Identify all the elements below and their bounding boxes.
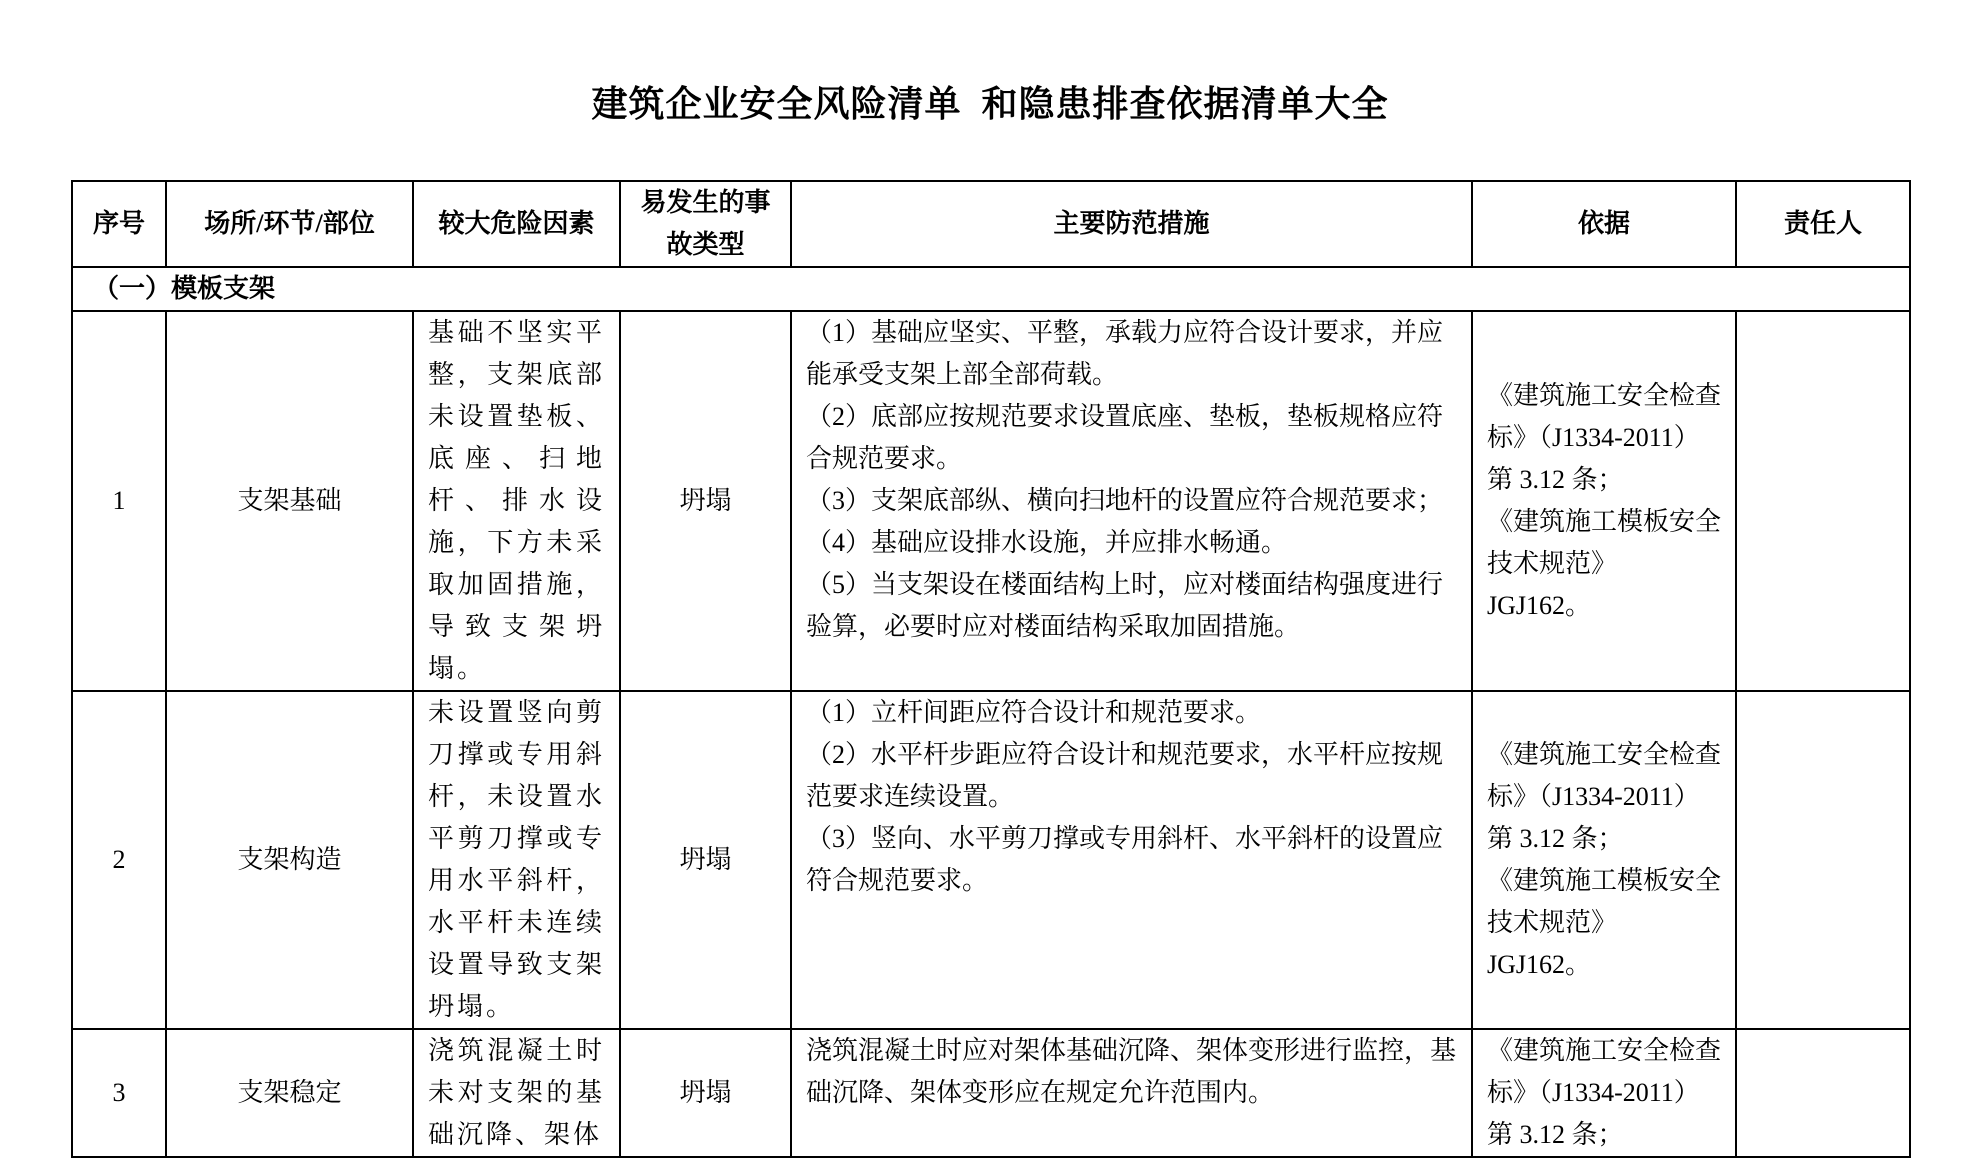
header-measures: 主要防范措施 [791, 181, 1472, 267]
cell-measures [791, 1029, 1472, 1157]
cell-accident-type: 坍塌 [620, 1029, 791, 1157]
measure-item: （3）支架底部纵、横向扫地杆的设置应符合规范要求； [806, 486, 1444, 515]
measure-item: （3）竖向、水平剪刀撑或专用斜杆、水平斜杆的设置应符合规范要求。 [806, 824, 1444, 895]
measure-item: （4）基础应设排水设施，并应排水畅通。 [806, 528, 1288, 557]
cell-accident-type: 坍塌 [620, 691, 791, 1029]
basis-item: 《建筑施工模板安全技术规范》 [1487, 507, 1722, 578]
cell-hazard: 未设置竖向剪刀撑或专用斜杆，未设置水平剪刀撑或专用水平斜杆，水平杆未连续设置导致支架坍塌。 [413, 691, 620, 1029]
basis-item: JGJ162。 [1487, 950, 1592, 979]
cell-responsible[interactable] [1736, 1029, 1910, 1157]
basis-item: 第 3.12 条； [1487, 465, 1624, 494]
basis-item: 第 3.12 条； [1487, 824, 1624, 853]
risk-list-table [71, 180, 1911, 1158]
cell-hazard: 基础不坚实平整，支架底部未设置垫板、底座、扫地杆、排水设施，下方未采取加固措施，导致支架坍塌。 [413, 311, 620, 691]
cell-basis [1472, 1029, 1736, 1157]
basis-item: 《建筑施工安全检查标》（J1334-2011） [1487, 1036, 1722, 1107]
section-row [72, 267, 1910, 311]
cell-accident-type: 坍塌 [620, 311, 791, 691]
document-title: 建筑企业安全风险清单 和隐患排查依据清单大全 [591, 84, 1389, 124]
cell-measures [791, 691, 1472, 1029]
cell-location: 支架稳定 [166, 1029, 413, 1157]
basis-item: 《建筑施工安全检查标》（J1334-2011） [1487, 740, 1722, 811]
cell-no: 1 [72, 311, 166, 691]
measure-item: （2）水平杆步距应符合设计和规范要求，水平杆应按规范要求连续设置。 [806, 740, 1444, 811]
header-responsible: 责任人 [1736, 181, 1910, 267]
table-row [72, 1029, 1910, 1157]
cell-responsible[interactable] [1736, 691, 1910, 1029]
measure-item: （1）基础应坚实、平整，承载力应符合设计要求，并应能承受支架上部全部荷载。 [806, 318, 1444, 389]
table-row [72, 311, 1910, 691]
cell-basis [1472, 691, 1736, 1029]
cell-basis [1472, 311, 1736, 691]
cell-responsible[interactable] [1736, 311, 1910, 691]
basis-item: 第 3.12 条； [1487, 1120, 1624, 1149]
basis-item: 《建筑施工模板安全技术规范》 [1487, 866, 1722, 937]
cell-hazard: 浇筑混凝土时未对支架的基础沉降、架体 [413, 1029, 620, 1157]
cell-location: 支架基础 [166, 311, 413, 691]
measure-item: 浇筑混凝土时应对架体基础沉降、架体变形进行监控，基础沉降、架体变形应在规定允许范围内。 [806, 1036, 1457, 1107]
header-basis: 依据 [1472, 181, 1736, 267]
section-title: （一）模板支架 [72, 267, 1910, 311]
header-location: 场所/环节/部位 [166, 181, 413, 267]
header-hazard: 较大危险因素 [413, 181, 620, 267]
table-header-row [72, 181, 1910, 267]
cell-no: 2 [72, 691, 166, 1029]
cell-no: 3 [72, 1029, 166, 1157]
header-accident-type: 易发生的事故类型 [620, 181, 791, 267]
basis-item: 《建筑施工安全检查标》（J1334-2011） [1487, 381, 1722, 452]
basis-item: JGJ162。 [1487, 591, 1592, 620]
table-row [72, 691, 1910, 1029]
header-no: 序号 [72, 181, 166, 267]
measure-item: （2）底部应按规范要求设置底座、垫板，垫板规格应符合规范要求。 [806, 402, 1444, 473]
measure-item: （1）立杆间距应符合设计和规范要求。 [806, 698, 1262, 727]
cell-measures [791, 311, 1472, 691]
cell-location: 支架构造 [166, 691, 413, 1029]
measure-item: （5）当支架设在楼面结构上时，应对楼面结构强度进行验算，必要时应对楼面结构采取加固措施。 [806, 570, 1444, 641]
